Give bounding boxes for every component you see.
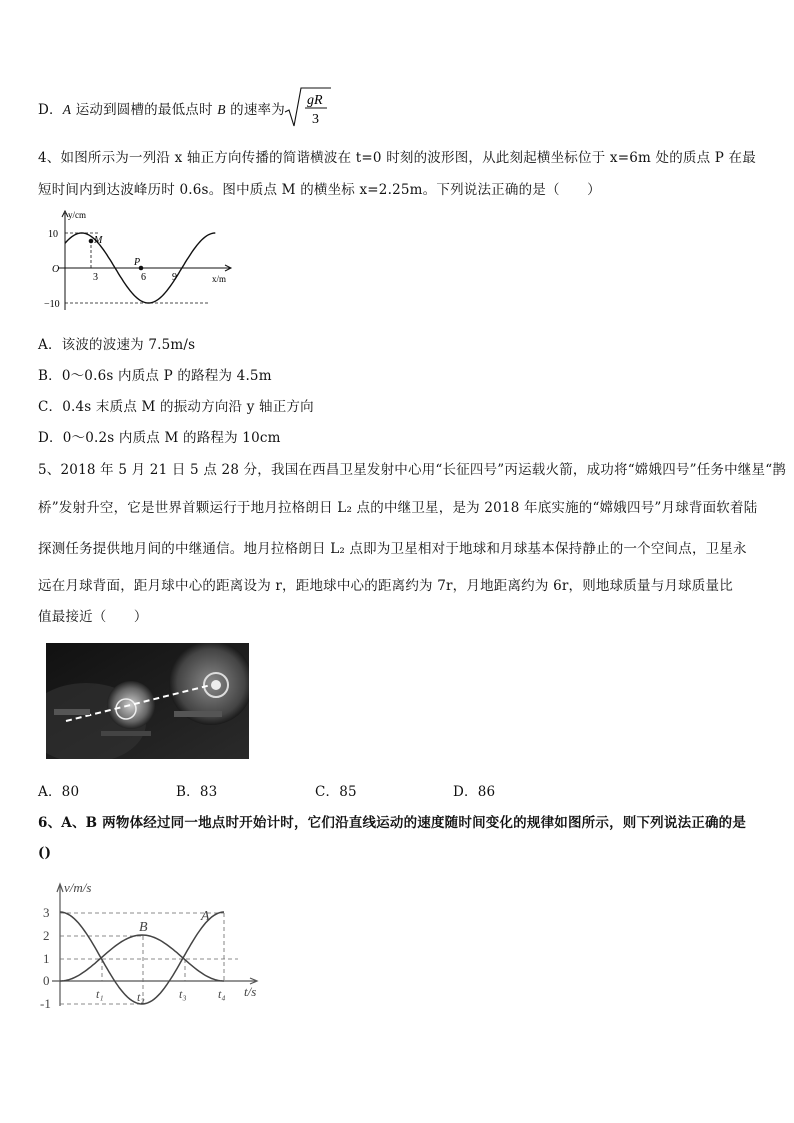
p-label: P bbox=[134, 257, 141, 268]
y-tick-1: 1 bbox=[43, 951, 50, 966]
q5-option-a: A．80 bbox=[38, 784, 80, 800]
x-tick-6: 6 bbox=[141, 272, 146, 283]
x-tick-t1: t₁ bbox=[96, 987, 104, 1001]
q5-option-d: D．86 bbox=[453, 784, 496, 800]
q5-stem-line1: 5、2018 年 5 月 21 日 5 点 28 分，我国在西昌卫星发射中心用“长征四号”丙运载火箭，成功将“嫦娥四号”任务中继星“鹊 bbox=[38, 462, 787, 478]
q5-stem-line2: 桥”发射升空，它是世界首颗运行于地月拉格朗日 L₂ 点的中继卫星，是为 2018 年底实施的“嫦娥四号”月球背面软着陆 bbox=[38, 500, 758, 516]
q6-stem-line2: () bbox=[38, 845, 52, 861]
q4-option-b: B．0～0.6s 内质点 P 的路程为 4.5m bbox=[38, 368, 272, 384]
y-tick-2: 2 bbox=[43, 928, 50, 943]
curve-b-label: B bbox=[139, 920, 148, 935]
wave-figure bbox=[38, 208, 238, 314]
option-letter: D． bbox=[38, 102, 63, 118]
x-tick-t2: t₂ bbox=[137, 990, 145, 1004]
sqrt-denominator: 3 bbox=[312, 112, 319, 127]
q4-option-c: C．0.4s 末质点 M 的振动方向沿 y 轴正方向 bbox=[38, 399, 314, 415]
x-tick-9: 9 bbox=[172, 272, 177, 283]
q4-stem-line2: 短时间内到达波峰历时 0.6s。图中质点 M 的横坐标 x=2.25m。下列说法正确的是（ ） bbox=[38, 182, 601, 198]
q5-stem-line4: 远在月球背面，距月球中心的距离设为 r，距地球中心的距离约为 7r，月地距离约为 6r，则地球质量与月球质量比 bbox=[38, 578, 733, 594]
earth-moon-relay-photo bbox=[46, 643, 249, 759]
point-m bbox=[89, 239, 94, 244]
q6-stem-line1: 6、A、B 两物体经过同一地点时开始计时，它们沿直线运动的速度随时间变化的规律如图所示，则下列说法正确的是 bbox=[38, 815, 747, 831]
q5-option-b: B．83 bbox=[176, 784, 218, 800]
y-tick-10: 10 bbox=[48, 229, 58, 240]
var-a: A bbox=[62, 102, 72, 117]
x-tick-3: 3 bbox=[93, 272, 98, 283]
x-axis-label: x/m bbox=[212, 274, 227, 284]
moon-shape bbox=[107, 681, 155, 729]
y-tick-neg10: −10 bbox=[44, 299, 60, 310]
curve-b bbox=[60, 935, 224, 981]
sqrt-expression bbox=[283, 84, 333, 130]
q5-stem-line3: 探测任务提供地月间的中继通信。地月拉格朗日 L₂ 点即为卫星相对于地球和月球基本保持静止的一个空间点，卫星永 bbox=[38, 541, 747, 557]
q5-option-c: C．85 bbox=[315, 784, 357, 800]
text: 运动到圆槽的最低点时 bbox=[75, 102, 213, 118]
q5-stem-line5: 值最接近（ ） bbox=[38, 609, 148, 625]
q4-option-a: A．该波的波速为 7.5m/s bbox=[38, 337, 196, 353]
curve-a-label: A bbox=[201, 909, 210, 924]
text: 的速率为 bbox=[230, 102, 285, 118]
q4-stem-line1: 4、如图所示为一列沿 x 轴正方向传播的简谐横波在 t=0 时刻的波形图，从此刻起横坐标位于 x=6m 处的质点 P 在最 bbox=[38, 150, 756, 166]
x-tick-t4: t₄ bbox=[218, 987, 226, 1001]
m-label: M bbox=[94, 235, 103, 246]
y-axis-label: y/cm bbox=[68, 210, 86, 220]
x-axis-label: t/s bbox=[244, 984, 257, 999]
q4-option-d: D．0～0.2s 内质点 M 的路程为 10cm bbox=[38, 430, 281, 446]
y-tick-neg1: -1 bbox=[40, 996, 51, 1011]
y-tick-0: 0 bbox=[43, 973, 50, 988]
q3-option-d bbox=[38, 98, 285, 118]
sqrt-numerator: gR bbox=[307, 93, 323, 108]
origin-label: O bbox=[52, 264, 60, 275]
velocity-time-figure bbox=[38, 878, 270, 1014]
var-b: B bbox=[217, 102, 226, 117]
x-tick-t3: t₃ bbox=[179, 987, 187, 1001]
y-axis-label: v/m/s bbox=[64, 880, 92, 895]
y-tick-3: 3 bbox=[43, 905, 50, 920]
